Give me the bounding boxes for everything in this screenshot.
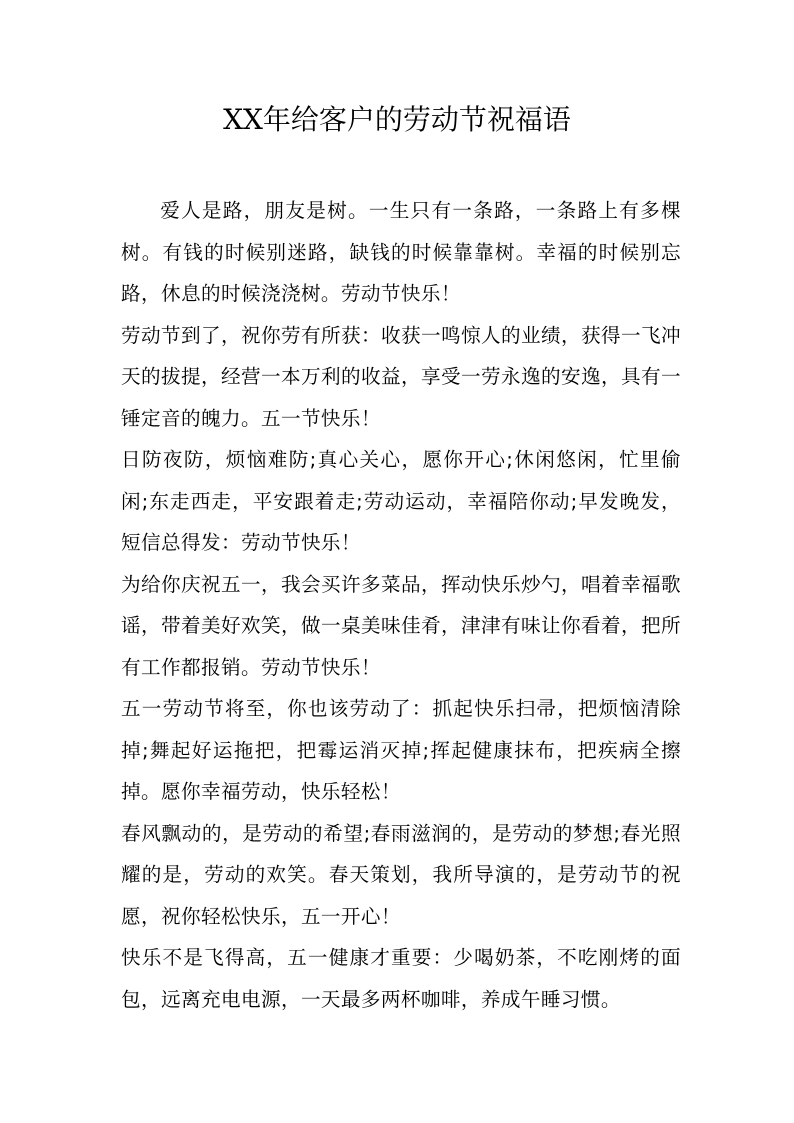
paragraph-3: 日防夜防，烦恼难防;真心关心，愿你开心;休闲悠闲，忙里偷闲;东走西走，平安跟着走;劳动运动，幸福陪你动;早发晚发，短信总得发：劳动节快乐！ [121,448,681,554]
paragraph-7: 快乐不是飞得高，五一健康才重要：少喝奶茶，不吃刚烤的面包，远离充电电源，一天最多两杯咖啡，养成午睡习惯。 [121,946,681,1011]
document-title: XX年给客户的劳动节祝福语 [223,103,571,136]
paragraph-6: 春风飘动的，是劳动的希望;春雨滋润的，是劳动的梦想;春光照耀的是，劳动的欢笑。春天策划，我所导演的，是劳动节的祝愿，祝你轻松快乐，五一开心！ [121,821,681,928]
paragraph-2: 劳动节到了，祝你劳有所获：收获一鸣惊人的业绩，获得一飞冲天的拔提，经营一本万利的收益，享受一劳永逸的安逸，具有一锤定音的魄力。五一节快乐！ [121,323,681,430]
document-body [121,190,681,1020]
paragraph-1: 爱人是路，朋友是树。一生只有一条路，一条路上有多棵树。有钱的时候别迷路，缺钱的时候靠靠树。幸福的时候别忘路，休息的时候浇浇树。劳动节快乐！ [121,199,681,305]
paragraph-4: 为给你庆祝五一，我会买许多菜品，挥动快乐炒勺，唱着幸福歌谣，带着美好欢笑，做一桌美味佳肴，津津有味让你看着，把所有工作都报销。劳动节快乐！ [121,572,681,679]
paragraph-5: 五一劳动节将至，你也该劳动了：抓起快乐扫帚，把烦恼清除掉;舞起好运拖把，把霉运消灭掉;挥起健康抹布，把疾病全擦掉。愿你幸福劳动，快乐轻松！ [121,697,681,803]
